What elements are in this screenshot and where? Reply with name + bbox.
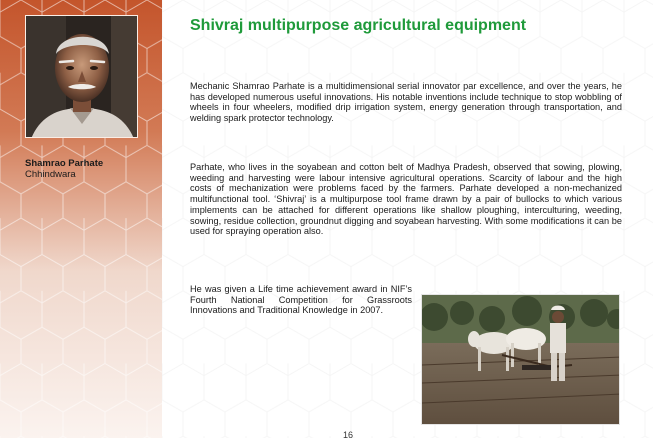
bullock-tool-photo bbox=[421, 294, 620, 425]
paragraph-innovations: Mechanic Shamrao Parhate is a multidimensional serial innovator par excellence, and over the years, he has developed numerous useful innovations. His notable inventions include technique to stop wobbling of wheels in four wheelers, modified drip irrigation system, energy generation through transportation, and welding spark protector technology. bbox=[190, 81, 622, 124]
page-title: Shivraj multipurpose agricultural equipment bbox=[190, 17, 527, 34]
paragraph-award: He was given a Life time achievement award in NIF’s Fourth National Competition for Grassroots Innovations and Traditional Knowledge in 2007. bbox=[190, 284, 412, 316]
page-number: 16 bbox=[343, 430, 354, 440]
paragraph-shivraj-tool: Parhate, who lives in the soyabean and cotton belt of Madhya Pradesh, observed that sowing, plowing, weeding and harvesting were labour intensive agricultural operations. Scarcity of labour and the high costs of mechanization were problems faced by the farmers. Parhate developed a non-mechanized multifunctional tool. ‘Shivraj’ is a multipurpose tool frame drawn by a pair of bullocks to which various implements can be attached for different operations like shallow ploughing, interculturing, weeding, sowing, residue collection, groundnut digging and soyabean harvesting. With some modifications it can be used for spraying operation also. bbox=[190, 162, 622, 237]
sidebar-panel bbox=[0, 0, 162, 438]
inventor-portrait bbox=[25, 15, 138, 138]
inventor-location: Chhindwara bbox=[25, 169, 76, 180]
inventor-name: Shamrao Parhate bbox=[25, 158, 104, 169]
